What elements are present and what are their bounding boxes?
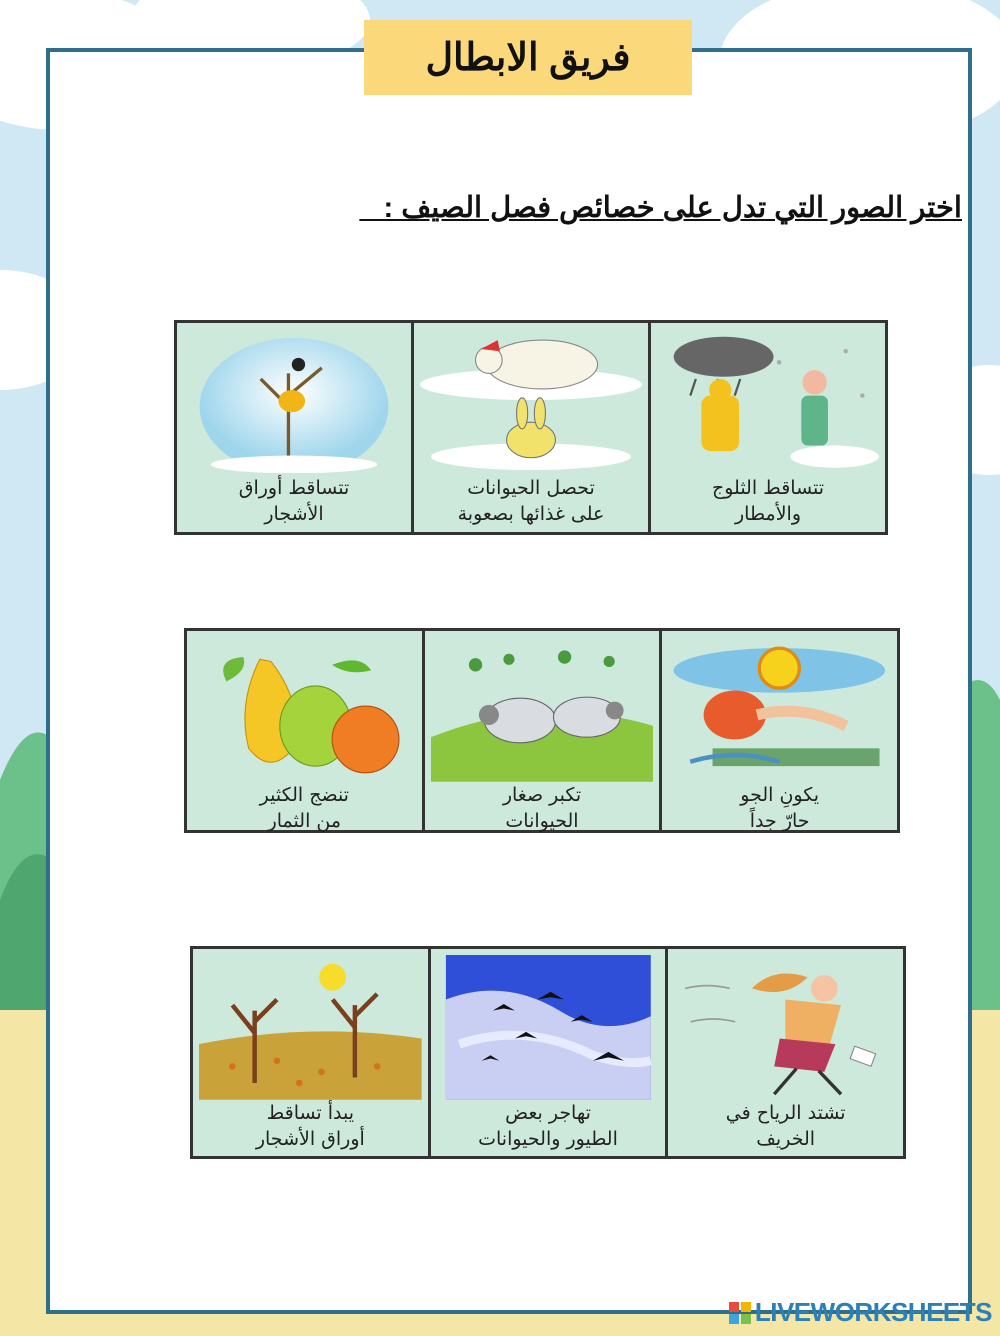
logo-mark-icon — [729, 1302, 751, 1324]
choice-caption: تتساقط أوراق الأشجار — [238, 476, 350, 525]
choice-caption: تكبر صغار الحيوانات — [502, 783, 582, 832]
hot-sun-icon — [668, 637, 891, 782]
choice-caption: يبدأ تساقط أوراق الأشجار — [255, 1101, 365, 1150]
choice-caption: تنضج الكثير من الثمار — [259, 783, 349, 832]
picture-row-2 — [184, 628, 900, 833]
sheep-icon — [431, 637, 654, 782]
choice-caption: تحصل الحيوانات على غذائها بصعوبة — [457, 476, 605, 525]
choice-panel[interactable] — [187, 631, 422, 830]
polar-bear-rabbit-icon — [420, 329, 642, 473]
choice-panel[interactable] — [665, 949, 903, 1156]
picture-row-1 — [174, 320, 888, 535]
logo-text: LIVEWORKSHEETS — [754, 1297, 992, 1327]
team-name-label: فريق الابطال — [364, 20, 692, 95]
windy-girl-icon — [674, 955, 897, 1100]
choice-caption: يكونِ الجو حارّ جداً — [740, 783, 820, 832]
migrating-birds-icon — [437, 955, 660, 1100]
fruits-icon — [193, 637, 416, 782]
choice-caption: تتساقط الثلوج والأمطار — [711, 476, 825, 525]
choice-panel[interactable] — [659, 631, 897, 830]
question-text: اختر الصور التي تدل على خصائص فصل الصيف : — [359, 192, 962, 224]
choice-panel[interactable] — [648, 323, 885, 532]
autumn-trees-icon — [199, 955, 422, 1100]
choice-panel[interactable] — [411, 323, 648, 532]
liveworksheets-logo — [729, 1297, 992, 1328]
choice-caption: تشتد الرياح في الخريف — [725, 1101, 846, 1150]
choice-caption: تهاجر بعض الطيور والحيوانات — [478, 1101, 618, 1150]
choice-panel[interactable] — [428, 949, 666, 1156]
picture-row-3 — [190, 946, 906, 1159]
choice-panel[interactable] — [177, 323, 411, 532]
bare-tree-bird-icon — [183, 329, 405, 473]
choice-panel[interactable] — [193, 949, 428, 1156]
choice-panel[interactable] — [422, 631, 660, 830]
snow-rain-icon — [657, 329, 879, 473]
